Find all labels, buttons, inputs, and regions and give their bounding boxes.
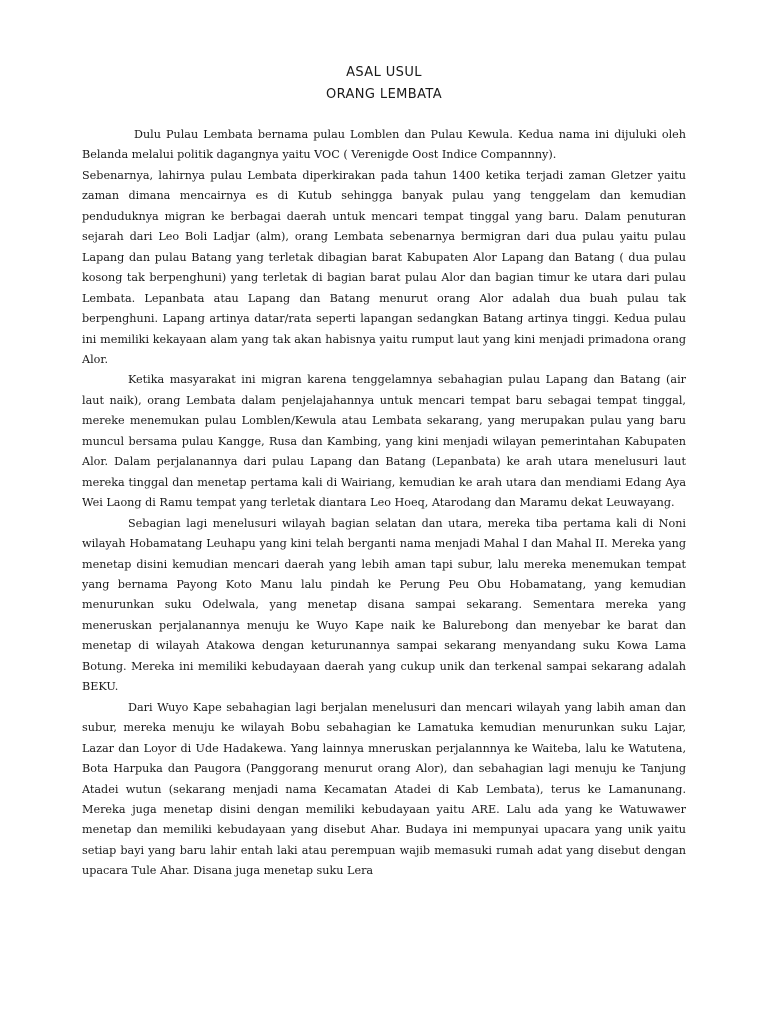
title-line-2: ORANG LEMBATA: [325, 87, 443, 102]
paragraph-5: Dari Wuyo Kape sebahagian lagi berjalan menelusuri dan mencari wilayah yang labih aman dan subur, mereka menuju ke wilayah Bobu sebahagian ke Lamatuka kemudian menurunkan suku Lajar, Lazar dan Loyor di Ude Hadakewa. Yang lainnya mneruskan perjalannnya ke Waiteba, lalu ke Watutena, Bota Harpuka dan Paugora (Panggorang menurut orang Alor), dan sebahagian lagi menuju ke Tanjung Atadei wutun (sekarang menjadi nama Kecamatan Atadei di Kab Lembata), terus ke Lamanunang. Mereka juga menetap disini dengan memiliki kebudayaan yaitu ARE. Lalu ada yang ke Watuwawer menetap dan memiliki kebudayaan yang disebut Ahar. Budaya ini mempunyai upacara yang unik yaitu setiap bayi yang baru lahir entah laki atau perempuan wajib memasuki rumah adat yang disebut dengan upacara Tule Ahar. Disana juga menetap suku Lera: [82, 700, 686, 878]
paragraph-4: Sebagian lagi menelusuri wilayah bagian selatan dan utara, mereka tiba pertama kali di Noni wilayah Hobamatang Leuhapu yang kini telah berganti nama menjadi Mahal I dan Mahal II. Mereka yang menetap disini kemudian mencari daerah yang lebih aman tapi subur, lalu mereka menemukan tempat yang bernama Payong Koto Manu lalu pindah ke Perung Peu Obu Hobamatang, yang kemudian menurunkan suku Odelwala, yang menetap disana sampai sekarang. Sementara mereka yang meneruskan perjalanannya menuju ke Wuyo Kape naik ke Balurebong dan menyebar ke barat dan menetap di wilayah Atakowa dengan keturunannya sampai sekarang menyandang suku Kowa Lama Botung. Mereka ini memiliki kebudayaan daerah yang cukup unik dan terkenal sampai sekarang adalah BEKU.: [82, 516, 686, 694]
paragraph-3: Ketika masyarakat ini migran karena tenggelamnya sebahagian pulau Lapang dan Batang (air laut naik), orang Lembata dalam penjelajahannya untuk mencari tempat baru sebagai tempat tinggal, mereke menemukan pulau Lomblen/Kewula atau Lembata sekarang, yang merupakan pulau yang baru muncul bersama pulau Kangge, Rusa dan Kambing, yang kini menjadi wilayan pemerintahan Kabupaten Alor. Dalam perjalanannya dari pulau Lapang dan Batang (Lepanbata) ke arah utara menelusuri laut mereka tinggal dan menetap pertama kali di Wairiang, kemudian ke arah utara dan mendiami Edang Aya Wei Laong di Ramu tempat yang terletak diantara Leo Hoeq, Atarodang dan Maramu dekat Leuwayang.: [82, 373, 686, 510]
paragraph-1: Dulu Pulau Lembata bernama pulau Lomblen dan Pulau Kewula. Kedua nama ini dijuluki oleh Belanda melalui politik dagangnya yaitu VOC ( Verenigde Oost Indice Compannny).: [82, 128, 686, 162]
document-body: [82, 125, 686, 882]
paragraph-2: Sebenarnya, lahirnya pulau Lembata diperkirakan pada tahun 1400 ketika terjadi zaman Gletzer yaitu zaman dimana mencairnya es di Kutub sehingga banyak pulau yang tenggelam dan kemudian penduduknya migran ke berbagai daerah untuk mencari tempat tinggal yang baru. Dalam penuturan sejarah dari Leo Boli Ladjar (alm), orang Lembata sebenarnya bermigran dari dua pulau yaitu pulau Lapang dan pulau Batang yang terletak dibagian barat Kabupaten Alor Lapang dan Batang ( dua pulau kosong tak berpenghuni) yang terletak di bagian barat pulau Alor dan bagian timur ke utara dari pulau Lembata. Lepanbata atau Lapang dan Batang menurut orang Alor adalah dua buah pulau tak berpenghuni. Lapang artinya datar/rata seperti lapangan sedangkan Batang artinya tinggi. Kedua pulau ini memiliki kekayaan alam yang tak akan habisnya yaitu rumput laut yang kini menjadi primadona orang Alor.: [82, 168, 686, 366]
title-line-1: ASAL USUL: [346, 65, 422, 80]
